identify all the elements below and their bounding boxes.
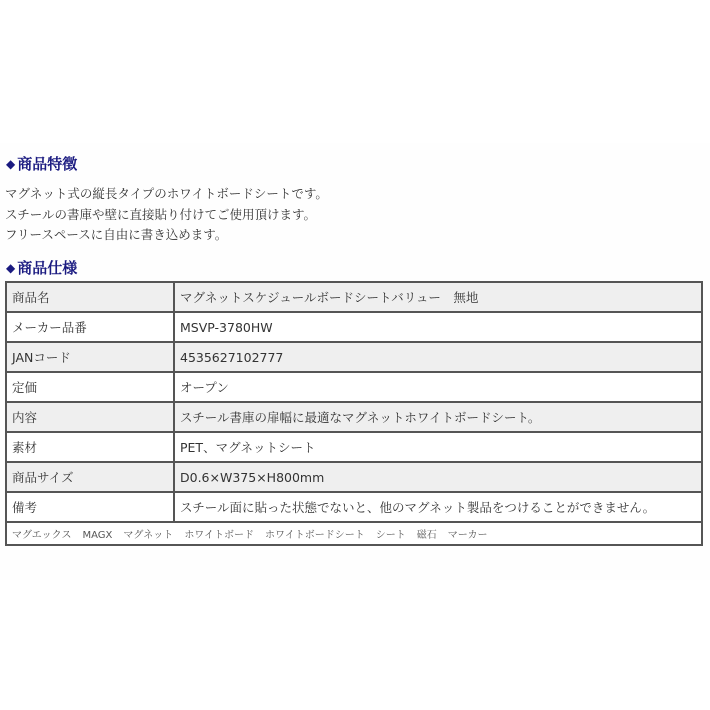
spec-label: 商品名 xyxy=(6,282,174,312)
tag: マグエックス xyxy=(12,530,72,541)
features-heading-text: 商品特徴 xyxy=(17,155,78,173)
spec-row-maker-number xyxy=(6,312,702,342)
spec-label: 内容 xyxy=(6,402,174,432)
spec-label: 商品サイズ xyxy=(6,462,174,492)
diamond-icon: ◆ xyxy=(6,157,16,171)
tag: MAGX xyxy=(82,530,113,541)
spec-label: メーカー品番 xyxy=(6,312,174,342)
spec-row-contents xyxy=(6,402,702,432)
spec-heading xyxy=(6,257,77,278)
spec-row-material xyxy=(6,432,702,462)
spec-label: 備考 xyxy=(6,492,174,522)
spec-row-size xyxy=(6,462,702,492)
tag: マグネット xyxy=(123,530,174,541)
product-description xyxy=(0,143,710,580)
spec-label: 素材 xyxy=(6,432,174,462)
spec-row-jan-code xyxy=(6,342,702,372)
spec-value: PET、マグネットシート xyxy=(174,432,702,462)
tag: マーカー xyxy=(447,530,488,541)
tag: シート xyxy=(375,530,406,541)
spec-value: オープン xyxy=(174,372,702,402)
tag: ホワイトボード xyxy=(184,530,255,541)
spec-row-tags xyxy=(6,522,702,545)
spec-value: MSVP-3780HW xyxy=(174,312,702,342)
features-line: フリースペースに自由に書き込めます。 xyxy=(5,227,228,242)
tag: ホワイトボードシート xyxy=(265,530,365,541)
spec-value: 4535627102777 xyxy=(174,342,702,372)
spec-value: スチール面に貼った状態でないと、他のマグネット製品をつけることができません。 xyxy=(174,492,702,522)
tag: 磁石 xyxy=(416,530,437,541)
spec-value: マグネットスケジュールボードシートバリュー 無地 xyxy=(174,282,702,312)
spec-label: JANコード xyxy=(6,342,174,372)
spec-row-product-name xyxy=(6,282,702,312)
features-description xyxy=(5,184,328,246)
features-line: スチールの書庫や壁に直接貼り付けてご使用頂けます。 xyxy=(5,206,317,222)
features-line: マグネット式の縦長タイプのホワイトボードシートです。 xyxy=(5,186,328,201)
spec-label: 定価 xyxy=(6,372,174,402)
spec-value: スチール書庫の扉幅に最適なマグネットホワイトボードシート。 xyxy=(174,402,702,432)
spec-heading-text: 商品仕様 xyxy=(17,259,78,277)
spec-row-notes xyxy=(6,492,702,522)
spec-value: D0.6×W375×H800mm xyxy=(174,462,702,492)
spec-table xyxy=(5,281,703,546)
diamond-icon: ◆ xyxy=(6,261,16,275)
spec-row-list-price xyxy=(6,372,702,402)
tag-list xyxy=(6,522,702,545)
features-heading xyxy=(6,153,77,174)
